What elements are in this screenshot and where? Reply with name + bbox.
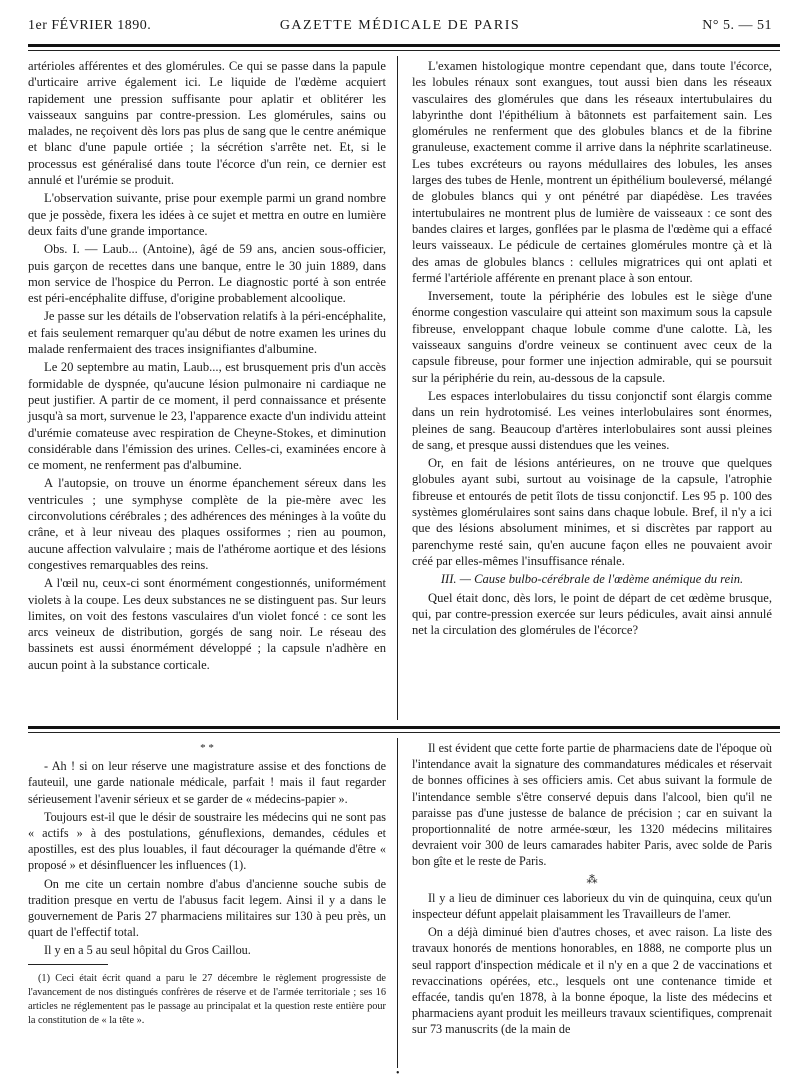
paragraph: Les espaces interlobulaires du tissu conjonctif sont élargis comme dans un rein hydrotomisé. Les veines interlobulaires sont énormes, pleines de sang. Beaucoup d'artères interlobulaires sont aussi pleines de sang, et presque aussi distendues que les veines. [412, 388, 772, 452]
chronicle-column-left [28, 740, 386, 961]
right-column-paragraphs [412, 58, 772, 569]
paragraph: artérioles afférentes et des glomérules. Ce qui se passe dans la papule d'urticaire arrive également ici. Le liquide de l'œdème acquiert rapidement une pression suffisante pour aplatir et oblitérer les vaisseaux sanguins par contre-pression. Les glomérules, sains ou malades, ne reçoivent dès lors pas plus de sang que le centre anémique et blanc d'une papule ortiée ; la sécrétion s'arrête net. Et, si le processus est généralisé dans toute l'écorce d'un rein, ce dernier est annulé et l'urémie se produit. [28, 59, 386, 188]
printer-mark: • [396, 1068, 400, 1079]
paragraph: L'examen histologique montre cependant que, dans toute l'écorce, les lobules rénaux sont exangues, tout aussi bien dans les réseaux vasculaires des glomérules que dans les réseaux intertubulaires du labyrinthe dont l'épithélium à bâtonnets est parfaitement sain. Les glomérules ne renferment que des globules blancs et de la fibrine granuleuse, exactement comme il arrive dans la néphrite scarlatineuse. Les tubes excréteurs ou rayons médullaires des lobules, les anses larges des tubes de Henle, montrent un épithélium bouleversé, mélangé de globules blancs qui y ont pénétré par diapédèse. Les travées intertubulaires ne montrent plus de lumière de vaisseaux : ce sont des bandes claires et larges, gonflées par le plasma de l'œdème qui a effacé leurs vaisseaux. Le pédicule de certaines glomérules montre çà et là des amas de globules blancs : cellules migratrices qui ont aplati et fermé l'artériole afférente en prenant place à son entour. [412, 59, 772, 285]
separator-stars: * * [200, 742, 214, 754]
section-separator [28, 726, 780, 729]
section-separator-thin [28, 732, 780, 733]
article-column-left [28, 58, 386, 675]
left-bottom-paragraphs [28, 758, 386, 958]
paragraph: Toujours est-il que le désir de soustraire les médecins qui ne sont pas « actifs » à des postulations, génuflexions, demandes, cédules et apostilles, est des plus louables, il faut décourager la quémande d'être « proposé » et désinfluencer les influences (1). [28, 809, 386, 873]
issue-date: 1er FÉVRIER 1890. [28, 18, 152, 33]
footnote-text: (1) Ceci était écrit quand a paru le 27 décembre le règlement progressiste de l'avancement de nos distingués confrères de réserve et de l'armée territoriale ; ses 16 articles ne réglementent pas le passage au principalat et la question reste entière pour la constitution de « la tête ». [28, 973, 386, 1026]
paragraph: Or, en fait de lésions antérieures, on ne trouve que quelques globules ayant subi, surtout au voisinage de la capsule, l'atrophie fibreuse et entourés de petit îlots de tissu conjonctif. Les 95 p. 100 des systèmes glomérulaires sont sains dans chaque lobule. Bref, il n'y a ici que des lésions absolument minimes, et si discrètes par rapport au parenchyme resté sain, qu'en aucune façon elles ne pouvaient avoir créé par elles-mêmes l'insuffisance rénale. [412, 456, 772, 568]
chronicle-column-right [412, 740, 772, 1040]
header-rule-thin [28, 50, 780, 51]
article-column-right [412, 58, 772, 640]
paragraph: Quel était donc, dès lors, le point de départ de cet œdème brusque, qui, par contre-pression exercée sur leurs pédicules, avait ainsi annulé net la circulation des glomérules de l'écorce? [412, 590, 772, 638]
column-divider [397, 56, 398, 720]
paragraph: Il y a lieu de diminuer ces laborieux du vin de quinquina, ceux qu'un inspecteur défunt appelait plaisamment les Travailleurs de l'amer. [412, 890, 772, 922]
journal-title: GAZETTE MÉDICALE DE PARIS [279, 18, 521, 33]
paragraph: Je passe sur les détails de l'observation relatifs à la péri-encéphalite, et fais seulement remarquer qu'au début de notre examen les urines du malade renfermaient des traces insignifiantes d'albumine. [28, 309, 386, 357]
paragraph: Inversement, toute la périphérie des lobules est le siège d'une énorme congestion vasculaire qui atteint son maximum sous la capsule fibreuse, enveloppant chaque lobule comme d'une calotte. Là, les vaisseaux sanguins d'ordre veineux se continuent avec ceux de la capsule fibreuse, pour former une injection admirable, qui se poursuit sur la périphérie du rein, au-dessous de la capsule. [412, 289, 772, 385]
section-heading: III. — Cause bulbo-cérébrale de l'œdème anémique du rein. [440, 572, 744, 587]
paragraph: - Ah ! si on leur réserve une magistrature assise et des fonctions de fauteuil, une garde nationale médicale, parfait ! mais il faut regarder sérieusement l'avenir sérieux et se garder de « médecins-papier ». [28, 759, 386, 806]
paragraph: Le 20 septembre au matin, Laub..., est brusquement pris d'un accès formidable de dyspnée, qu'aucune lésion pulmonaire ni cardiaque ne peut justifier. A partir de ce moment, il perd connaissance et présente jusqu'à sa mort, survenue le 23, l'apparence exacte d'un individu atteint d'urémie comateuse avec respiration de Cheyne-Stokes, et diminution considérable dans l'émission des urines. Celles-ci, examinées encore à ce moment, ne renferment pas d'albumine. [28, 360, 386, 473]
footnote [28, 972, 386, 1028]
separator-stars: ⁂ [586, 873, 598, 886]
header-rule [28, 44, 780, 47]
footnote-rule [28, 964, 108, 965]
paragraph: A l'œil nu, ceux-ci sont énormément congestionnés, uniformément violets à la coupe. Les deux substances ne se distinguent pas. Sur leurs limites, on voit des festons vasculaires d'un violet foncé : ce sont les arcs veineux de distribution, gorgés de sang noir. Le réseau des bassinets est aussi énormément développé ; la capsule n'adhère en aucun point à la substance corticale. [28, 576, 386, 672]
paragraph: L'observation suivante, prise pour exemple parmi un grand nombre que je possède, fixera les idées à ce sujet et mettra en outre en lumière deux faits d'une grande importance. [28, 191, 386, 238]
paragraph: Il y en a 5 au seul hôpital du Gros Caillou. [44, 943, 251, 958]
paragraph: On a déjà diminué bien d'autres choses, et avec raison. La liste des travaux honorés de mentions honorables, en 1888, ne comporte plus un seul rapport d'inspection médicale et il n'y en a que 2 de vaccinations et revaccinations opérées, etc., lesquels ont une contenance timide et effacée, tandis qu'en 1878, à la bonne époque, la liste des médecins et pharmaciens ayant produit les meilleurs travaux scientifiques, comprenait sur 73 manuscrits (de la main de [412, 925, 772, 1037]
paragraph: A l'autopsie, on trouve un énorme épanchement séreux dans les ventricules ; une symphyse complète de la pie-mère avec les circonvolutions cérébrales ; des adhérences des méninges à la voûte du crâne, et à leur niveau des plaques ossiformes ; rien au poumon, aucune affection valvulaire ; mais de l'athérome aortique et des lésions congestives remarquables des reins. [28, 476, 386, 572]
column-divider-bottom [397, 738, 398, 1068]
paragraph: On me cite un certain nombre d'abus d'ancienne souche subis de tradition presque en vertu de l'abusus facit legem. Ainsi il y a dans le gouvernement de Paris 27 pharmaciens militaires sur 130 à peu près, un quart de l'effectif total. [28, 876, 386, 940]
paragraph: Obs. I. — Laub... (Antoine), âgé de 59 ans, ancien sous-officier, puis garçon de recettes dans une banque, entre le 30 juin 1889, dans mon service de l'hospice du Perron. Le diagnostic porté à son entrée est péri-encéphalite diffuse, d'origine probablement alcoolique. [28, 242, 386, 306]
page-number: N° 5. — 51 [702, 18, 772, 33]
paragraph: Il est évident que cette forte partie de pharmaciens date de l'époque où l'intendance avait la signature des commandatures médicales et réservait de bonnes officines à ses officiers amis. Cet abus suivant la formule de l'intendance semble s'être conservé depuis dans l'alcool, bien qu'il ne paraisse pas d'une justesse de balance de précision ; car en suivant la proportionnalité de notre armée-sœur, les 1320 médecins militaires devraient voir 300 de leurs camarades habiter Paris, avec solde de Paris bon gîte et le reste de Paris. [412, 741, 772, 869]
running-header [28, 16, 772, 38]
